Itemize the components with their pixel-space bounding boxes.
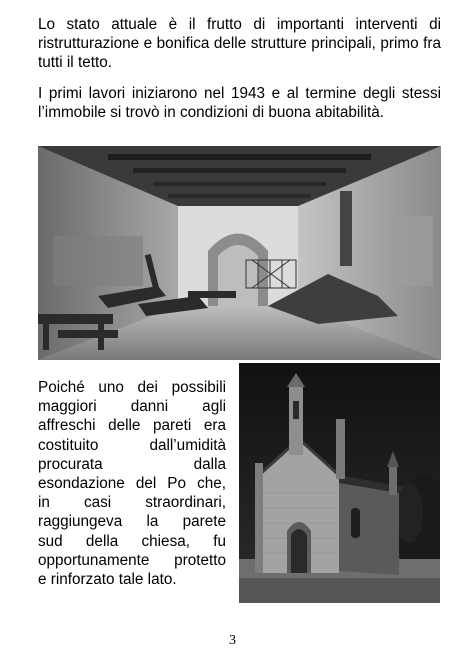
- works-paragraph: I primi lavori iniziarono nel 1943 e al termine degli stessi l’immobile si trovò in condizioni di buona abitabilità.: [38, 85, 441, 121]
- side-line: esondazione del Po che,: [38, 474, 226, 492]
- side-line: raggiungeva la parete: [38, 513, 226, 531]
- side-line: costituito dall’umidità: [38, 436, 226, 454]
- page-number: 3: [229, 633, 236, 648]
- side-paragraph: [38, 378, 226, 589]
- side-line: affreschi delle pareti era: [38, 417, 226, 435]
- intro-paragraph: Lo stato attuale è il frutto di importanti interventi di ristrutturazione e bonifica delle strutture principali, primo fra tutti il tetto.: [38, 16, 441, 71]
- side-line: procurata dalla: [38, 455, 226, 473]
- interior-photo: [38, 146, 441, 360]
- church-exterior-photo: [239, 363, 440, 603]
- side-line: Poiché uno dei possibili: [38, 379, 226, 396]
- side-line: maggiori danni agli: [38, 398, 226, 416]
- side-line: opportunamente protetto: [38, 551, 226, 569]
- side-line: sud della chiesa, fu: [38, 532, 226, 550]
- side-line: e rinforzato tale lato.: [38, 570, 177, 588]
- side-line: in casi straordinari,: [38, 494, 226, 512]
